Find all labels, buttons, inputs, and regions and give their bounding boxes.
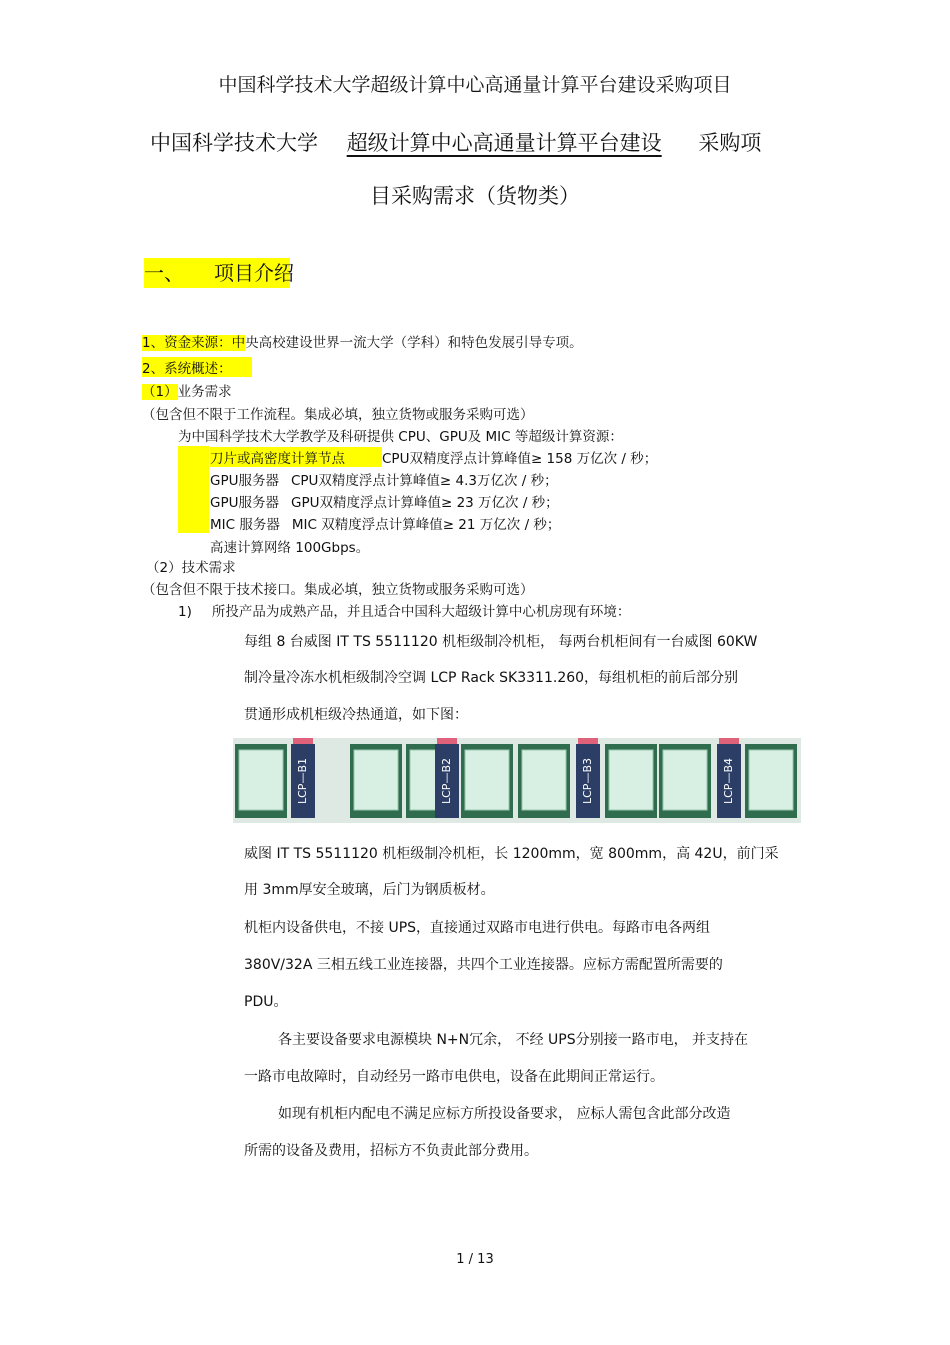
title-part-b-underlined: 超级计算中心高通量计算平台建设 <box>346 131 662 155</box>
technical-item-1 <box>178 600 630 620</box>
section-number: 一、 <box>144 261 184 285</box>
cooling-rack <box>235 744 287 818</box>
resource-item-3 <box>210 491 559 511</box>
lcp-label-b4: LCP—B4 <box>722 758 735 804</box>
para2-line2: 用 3mm厚安全玻璃，后门为钢质板材。 <box>244 882 495 898</box>
para3-line2: 380V/32A 三相五线工业连接器，共四个工业连接器。应标方需配置所需要的 <box>244 957 723 973</box>
resource-item-2-name: GPU服务器 <box>210 473 279 489</box>
para1-line3: 贯通形成机柜级冷热通道，如下图： <box>244 707 468 723</box>
para3-line1: 机柜内设备供电，不接 UPS，直接通过双路市电进行供电。每路市电各两组 <box>244 920 711 936</box>
resource-item-1 <box>210 447 657 467</box>
para4-line2: 一路市电故障时，自动经另一路市电供电，设备在此期间正常运行。 <box>244 1069 664 1085</box>
section-heading <box>144 258 294 288</box>
resource-item-4 <box>210 513 560 533</box>
para1-line2: 制冷量冷冻水机柜级制冷空调 LCP Rack SK3311.260，每组机柜的前后部分别 <box>244 670 739 686</box>
resource-item-2 <box>210 469 558 489</box>
resource-item-3-name: GPU服务器 <box>210 495 279 511</box>
running-header: 中国科学技术大学超级计算中心高通量计算平台建设采购项目 <box>218 74 732 96</box>
para5-line2: 所需的设备及费用，招标方不负责此部分费用。 <box>244 1143 538 1159</box>
resource-item-4-name: MIC 服务器 <box>210 517 280 533</box>
business-heading <box>142 380 232 400</box>
title-part-a: 中国科学技术大学 <box>150 131 318 155</box>
funding-line <box>142 331 583 351</box>
resource-item-1-spec: CPU双精度浮点计算峰值≥ 158 万亿次 / 秒； <box>382 451 658 467</box>
para1-line1: 每组 8 台威图 IT TS 5511120 机柜级制冷机柜， 每两台机柜间有一台威图 60KW <box>244 634 758 650</box>
document-title-line2: 目采购需求（货物类） <box>370 184 580 208</box>
resource-item-1-name: 刀片或高密度计算节点 <box>210 447 382 467</box>
rack-layout-diagram <box>233 738 801 823</box>
cooling-rack <box>350 744 402 818</box>
lcp-label-b2: LCP—B2 <box>440 758 453 804</box>
resource-item-3-spec: GPU双精度浮点计算峰值≥ 23 万亿次 / 秒； <box>290 495 559 511</box>
para2-line1: 威图 IT TS 5511120 机柜级制冷机柜，长 1200mm，宽 800mm，高 42U，前门采 <box>244 846 779 862</box>
business-note: （包含但不限于工作流程。集成必填，独立货物或服务采购可选） <box>142 407 534 423</box>
page-number: 1 / 13 <box>456 1252 494 1267</box>
cooling-rack <box>659 744 711 818</box>
technical-heading: （2）技术需求 <box>146 560 236 576</box>
title-part-c: 采购项 <box>698 131 762 155</box>
overview-label: 2、系统概述： <box>142 357 252 377</box>
funding-label: 1、资金来源：中 <box>142 335 246 351</box>
para4-line1: 各主要设备要求电源模块 N+N冗余， 不经 UPS分别接一路市电， 并支持在 <box>278 1032 749 1048</box>
cooling-rack <box>745 744 797 818</box>
lcp-label-b3: LCP—B3 <box>581 758 594 804</box>
funding-text: 央高校建设世界一流大学（学科）和特色发展引导专项。 <box>245 335 583 351</box>
network-line: 高速计算网络 100Gbps。 <box>210 540 370 556</box>
resource-item-2-spec: CPU双精度浮点计算峰值≥ 4.3万亿次 / 秒； <box>290 473 558 489</box>
section-title: 项目介绍 <box>214 261 294 285</box>
technical-item-1-number: 1) <box>178 604 192 620</box>
title-underline-gap <box>662 131 692 155</box>
technical-item-1-text: 所投产品为成熟产品，并且适合中国科大超级计算中心机房现有环境： <box>211 604 631 620</box>
cooling-rack <box>518 744 570 818</box>
para5-line1: 如现有机柜内配电不满足应标方所投设备要求， 应标人需包含此部分改造 <box>278 1106 731 1122</box>
highlight-block <box>178 446 209 533</box>
para3-line3: PDU。 <box>244 994 288 1010</box>
business-label: （1） <box>142 384 178 400</box>
cooling-rack <box>461 744 513 818</box>
business-label-rest: 业务需求 <box>177 384 232 400</box>
document-title-line1 <box>150 127 761 157</box>
technical-note: （包含但不限于技术接口。集成必填，独立货物或服务采购可选） <box>142 582 534 598</box>
business-intro: 为中国科学技术大学教学及科研提供 CPU、GPU及 MIC 等超级计算资源： <box>178 429 623 445</box>
cooling-rack <box>605 744 657 818</box>
lcp-label-b1: LCP—B1 <box>296 758 309 804</box>
resource-item-4-spec: MIC 双精度浮点计算峰值≥ 21 万亿次 / 秒； <box>291 517 561 533</box>
